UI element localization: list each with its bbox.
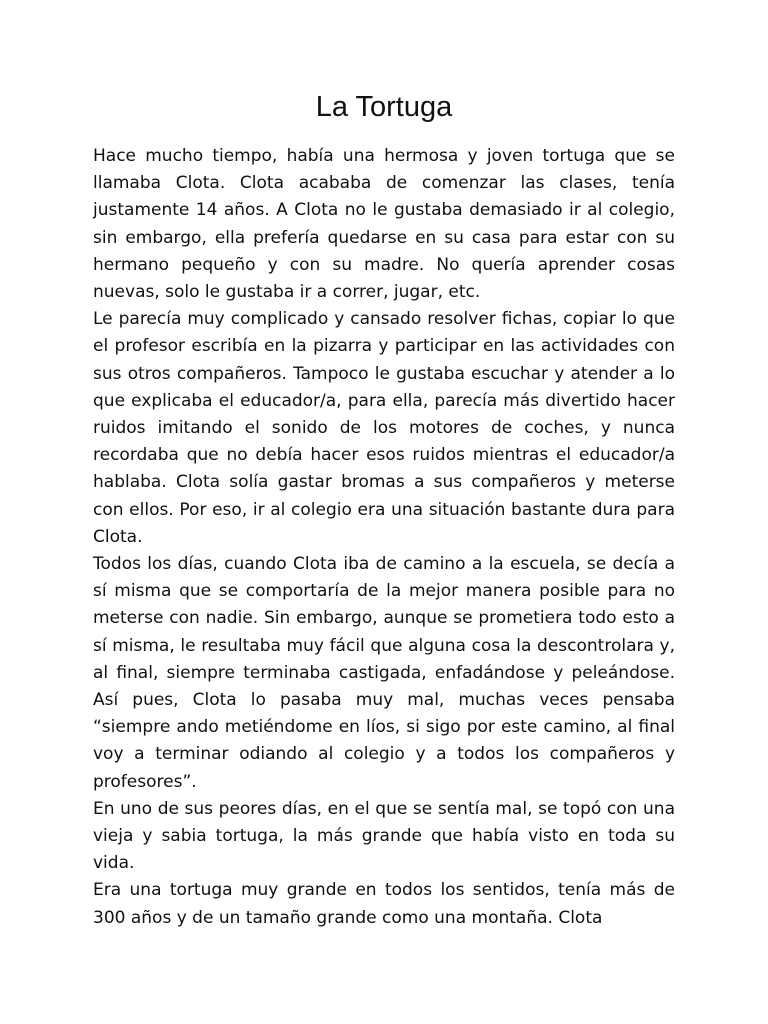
document-title: La Tortuga xyxy=(315,91,453,123)
paragraph-3: Todos los días, cuando Clota iba de camino a la escuela, se decía a sí misma que se comportaría de la mejor manera posible para no meterse con nadie. Sin embargo, aunque se prometiera todo esto a sí misma, le resultaba muy fácil que alguna cosa la descontrolara y, al final, siempre terminaba castigada, enfadándose y peleándose. Así pues, Clota lo pasaba muy mal, muchas veces pensaba “siempre ando metiéndome en líos, si sigo por este camino, al final voy a terminar odiando al colegio y a todos los compañeros y profesores”. xyxy=(93,554,675,792)
document-page xyxy=(93,88,675,932)
document-body xyxy=(93,143,675,932)
paragraph-5: Era una tortuga muy grande en todos los sentidos, tenía más de 300 años y de un tamaño grande como una montaña. Clota xyxy=(93,880,675,928)
paragraph-2: Le parecía muy complicado y cansado resolver fichas, copiar lo que el profesor escribía en la pizarra y participar en las actividades con sus otros compañeros. Tampoco le gustaba escuchar y atender a lo que explicaba el educador/a, para ella, parecía más divertido hacer ruidos imitando el sonido de los motores de coches, y nunca recordaba que no debía hacer esos ruidos mientras el educador/a hablaba. Clota solía gastar bromas a sus compañeros y meterse con ellos. Por eso, ir al colegio era una situación bastante dura para Clota. xyxy=(93,309,675,547)
paragraph-1: Hace mucho tiempo, había una hermosa y joven tortuga que se llamaba Clota. Clota acababa de comenzar las clases, tenía justamente 14 años. A Clota no le gustaba demasiado ir al colegio, sin embargo, ella prefería quedarse en su casa para estar con su hermano pequeño y con su madre. No quería aprender cosas nuevas, solo le gustaba ir a correr, jugar, etc. xyxy=(93,146,675,303)
paragraph-4: En uno de sus peores días, en el que se sentía mal, se topó con una vieja y sabia tortuga, la más grande que había visto en toda su vida. xyxy=(93,798,675,874)
